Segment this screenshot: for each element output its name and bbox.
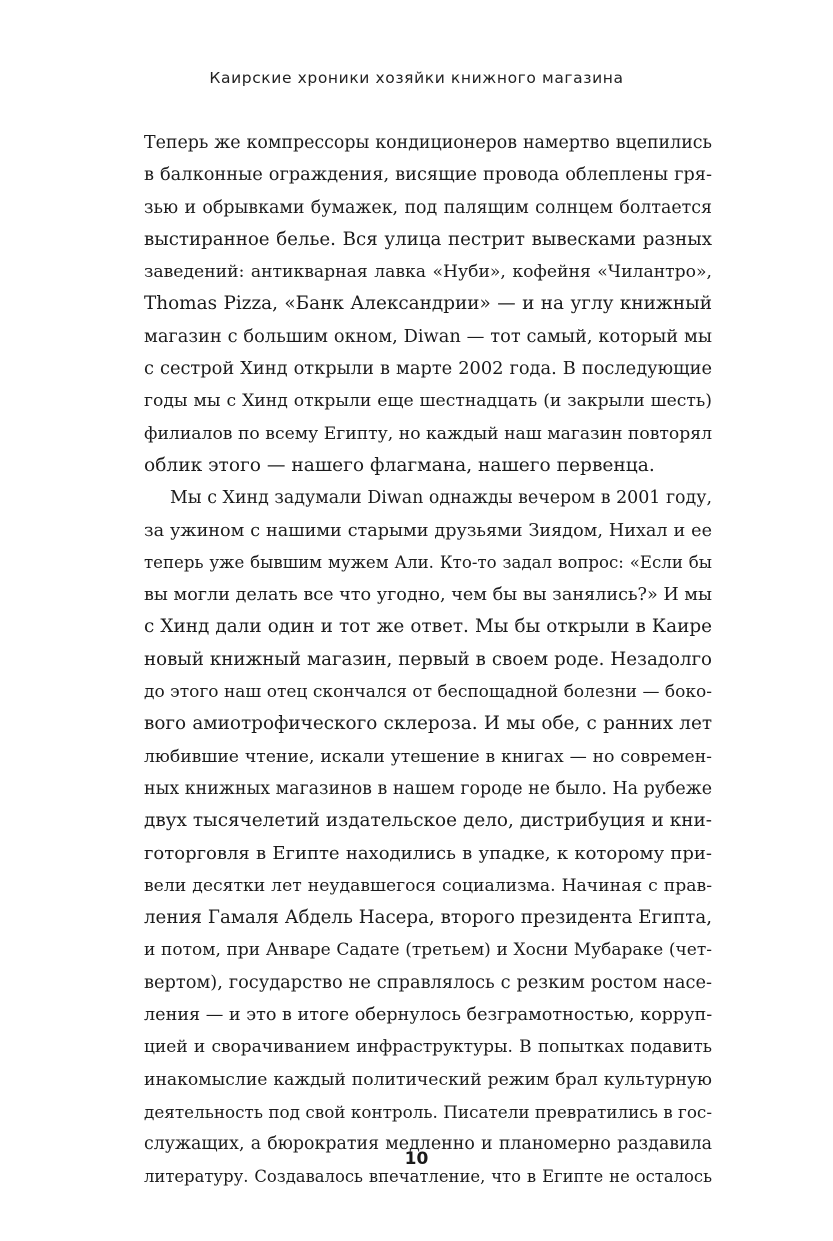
text-line: ных книжных магазинов в нашем городе не было. На рубеже: [144, 778, 712, 799]
text-line: любившие чтение, искали утешение в книгах — но современ-: [144, 746, 712, 767]
text-line: теперь уже бывшим мужем Али. Кто-то задал вопрос: «Если бы: [144, 552, 712, 572]
text-line: вели десятки лет неудавшегося социализма. Начиная с прав-: [144, 875, 712, 896]
text-line: и потом, при Анваре Садате (третьем) и Хосни Мубараке (чет-: [144, 940, 712, 961]
text-line: цией и сворачиванием инфраструктуры. В попытках подавить: [144, 1037, 712, 1058]
running-head: Каирские хроники хозяйки книжного магазина: [209, 69, 624, 87]
text-line: вертом), государство не справлялось с резким ростом насе-: [144, 971, 712, 993]
text-line: Мы с Хинд задумали Diwan однажды вечером в 2001 году,: [170, 488, 712, 509]
text-line: готорговля в Египте находились в упадке, к которому при-: [144, 842, 712, 864]
text-line: филиалов по всему Египту, но каждый наш магазин повторял: [144, 423, 712, 444]
text-line: Теперь же компрессоры кондиционеров намертво вцепились: [144, 133, 712, 153]
text-line: литературу. Создавалось впечатление, что в Египте не осталось: [144, 1166, 712, 1186]
text-line: с сестрой Хинд открыли в марте 2002 года. В последующие: [144, 358, 712, 380]
text-line: инакомыслие каждый политический режим брал культурную: [144, 1069, 712, 1090]
text-line: зью и обрывками бумажек, под палящим солнцем болтается: [144, 197, 712, 218]
text-line: с Хинд дали один и тот же ответ. Мы бы открыли в Каире: [144, 616, 712, 638]
text-line: служащих, а бюрократия медленно и планомерно раздавила: [144, 1134, 712, 1155]
text-line: годы мы с Хинд открыли еще шестнадцать (и закрыли шесть): [144, 391, 712, 412]
text-line: облик этого — нашего флагмана, нашего первенца.: [144, 454, 655, 476]
text-line: двух тысячелетий издательское дело, дистрибуция и кни-: [144, 810, 712, 832]
text-line: ления Гамаля Абдель Насера, второго президента Египта,: [144, 907, 712, 929]
text-line: выстиранное белье. Вся улица пестрит вывесками разных: [144, 228, 712, 250]
page-number: 10: [404, 1149, 429, 1169]
text-line: вого амиотрофического склероза. И мы обе, с ранних лет: [144, 713, 712, 735]
text-line: магазин с большим окном, Diwan — тот самый, который мы: [144, 325, 712, 347]
text-line: Thomas Pizza, «Банк Александрии» — и на углу книжный: [144, 293, 712, 315]
text-line: до этого наш отец скончался от беспощадной болезни — боко-: [144, 682, 712, 703]
text-line: в балконные ограждения, висящие провода облеплены гря-: [144, 164, 712, 186]
body-text: [144, 127, 712, 1193]
text-line: новый книжный магазин, первый в своем роде. Незадолго: [144, 648, 712, 670]
text-line: заведений: антикварная лавка «Нуби», кофейня «Чилантро»,: [144, 262, 712, 283]
text-line: деятельность под свой контроль. Писатели превратились в гос-: [144, 1101, 712, 1122]
text-line: за ужином с нашими старыми друзьями Зиядом, Нихал и ее: [144, 520, 712, 541]
text-line: вы могли делать все что угодно, чем бы вы занялись?» И мы: [144, 585, 712, 606]
text-line: ления — и это в итоге обернулось безграмотностью, корруп-: [144, 1005, 712, 1026]
